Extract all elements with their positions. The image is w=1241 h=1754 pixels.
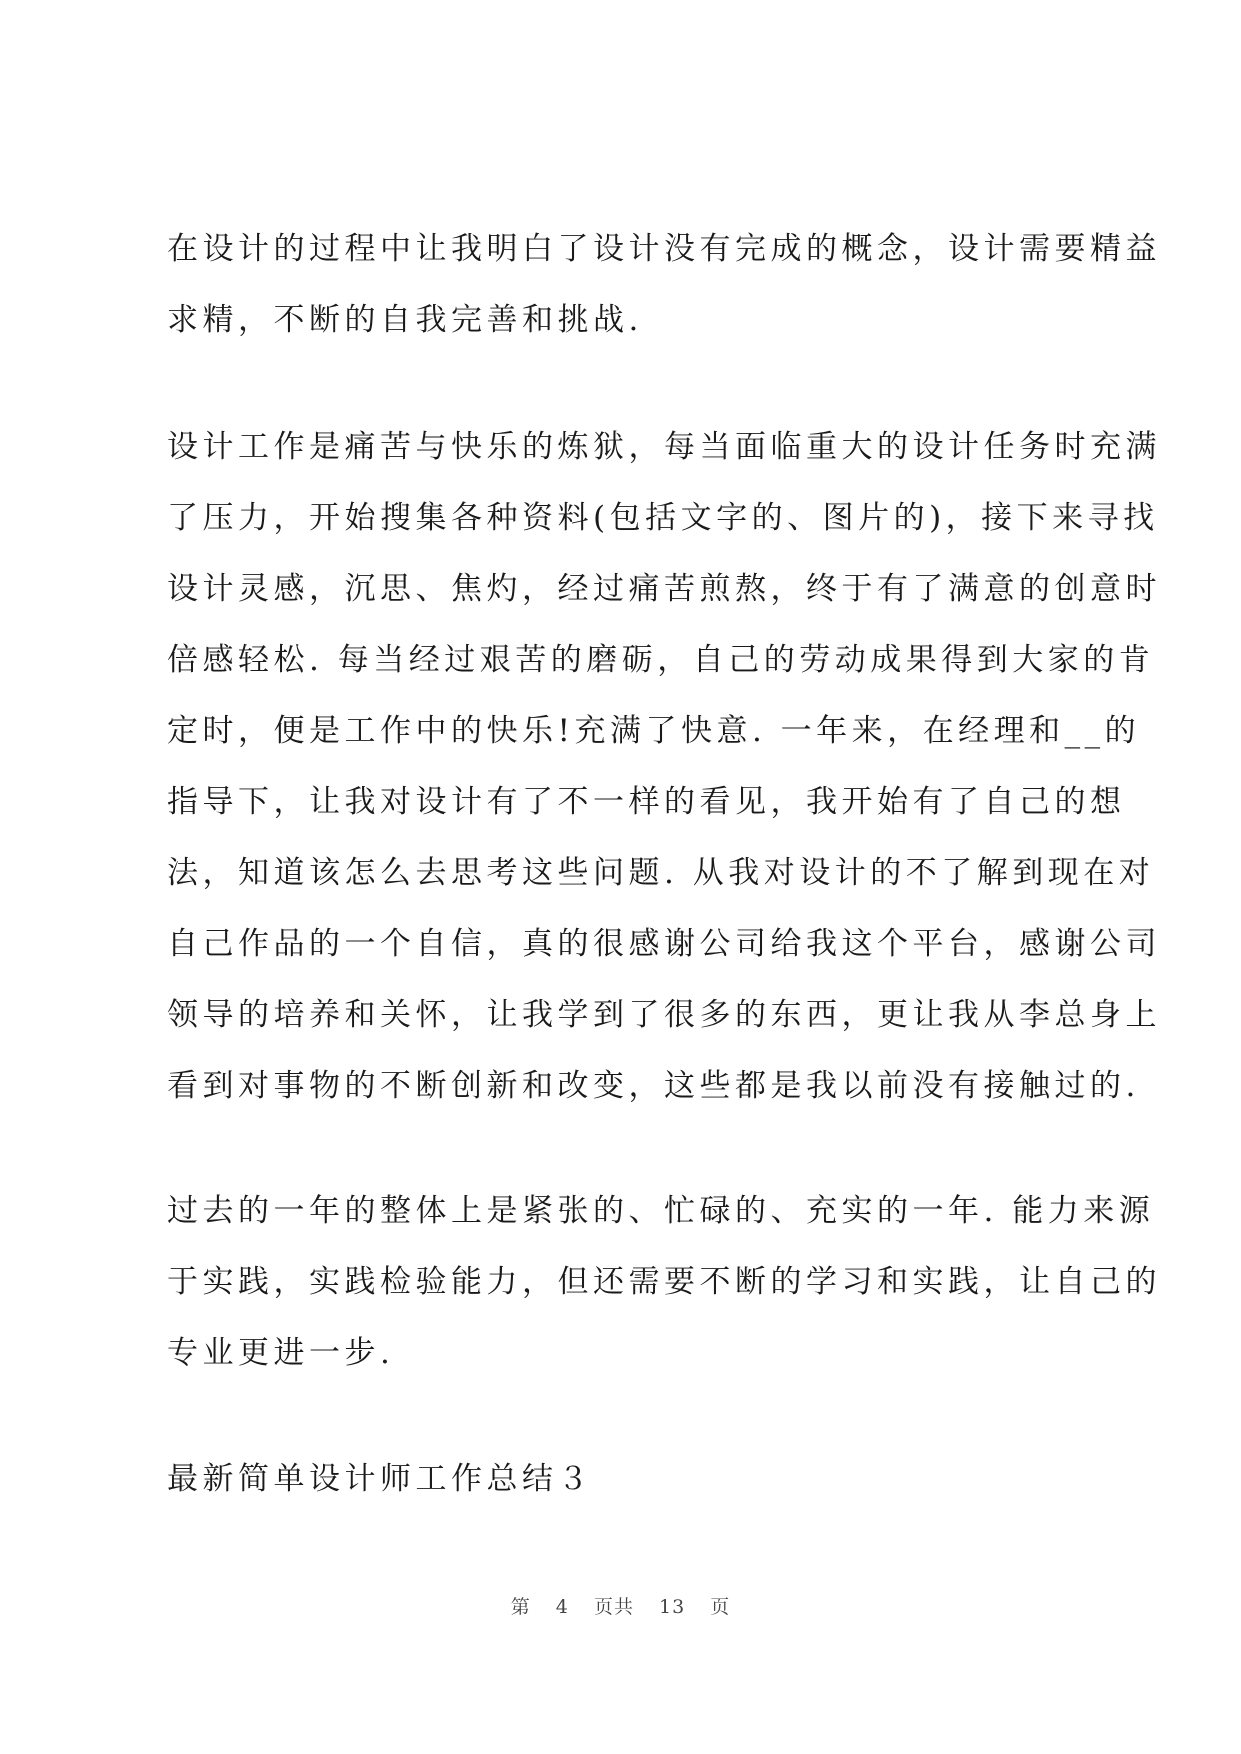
paragraph-2-line-5: 定时，便是工作中的快乐!充满了快意. 一年来，在经理和__的 [167, 713, 1141, 749]
footer-current-page: 4 [555, 1596, 569, 1618]
paragraph-2-line-10: 看到对事物的不断创新和改变，这些都是我以前没有接触过的. [167, 1068, 1140, 1104]
paragraph-3-line-3: 专业更进一步. [167, 1335, 395, 1371]
paragraph-3-line-2: 于实践，实践检验能力，但还需要不断的学习和实践，让自己的 [167, 1264, 1161, 1300]
paragraph-1-line-1: 在设计的过程中让我明白了设计没有完成的概念，设计需要精益 [167, 231, 1161, 267]
paragraph-2-line-7: 法，知道该怎么去思考这些问题. 从我对设计的不了解到现在对 [167, 855, 1155, 891]
footer-middle: 页共 [593, 1596, 634, 1618]
section-heading: 最新简单设计师工作总结３ [167, 1461, 593, 1497]
paragraph-2-line-9: 领导的培养和关怀，让我学到了很多的东西，更让我从李总身上 [167, 997, 1161, 1033]
paragraph-2-line-2: 了压力，开始搜集各种资料(包括文字的、图片的)，接下来寻找 [167, 500, 1159, 536]
paragraph-2-line-1: 设计工作是痛苦与快乐的炼狱，每当面临重大的设计任务时充满 [167, 429, 1161, 465]
paragraph-3-line-1: 过去的一年的整体上是紧张的、忙碌的、充实的一年. 能力来源 [167, 1193, 1155, 1229]
paragraph-2-line-4: 倍感轻松. 每当经过艰苦的磨砺，自己的劳动成果得到大家的肯 [167, 642, 1155, 678]
paragraph-2-line-6: 指导下，让我对设计有了不一样的看见，我开始有了自己的想 [167, 784, 1126, 820]
paragraph-1-line-2: 求精，不断的自我完善和挑战. [167, 302, 643, 338]
footer-total-pages: 13 [659, 1596, 686, 1618]
footer-suffix: 页 [710, 1596, 731, 1618]
page-footer [0, 1592, 1241, 1619]
paragraph-2-line-8: 自己作品的一个自信，真的很感谢公司给我这个平台，感谢公司 [167, 926, 1161, 962]
footer-prefix: 第 [510, 1596, 531, 1618]
paragraph-2-line-3: 设计灵感，沉思、焦灼，经过痛苦煎熬，终于有了满意的创意时 [167, 571, 1161, 607]
